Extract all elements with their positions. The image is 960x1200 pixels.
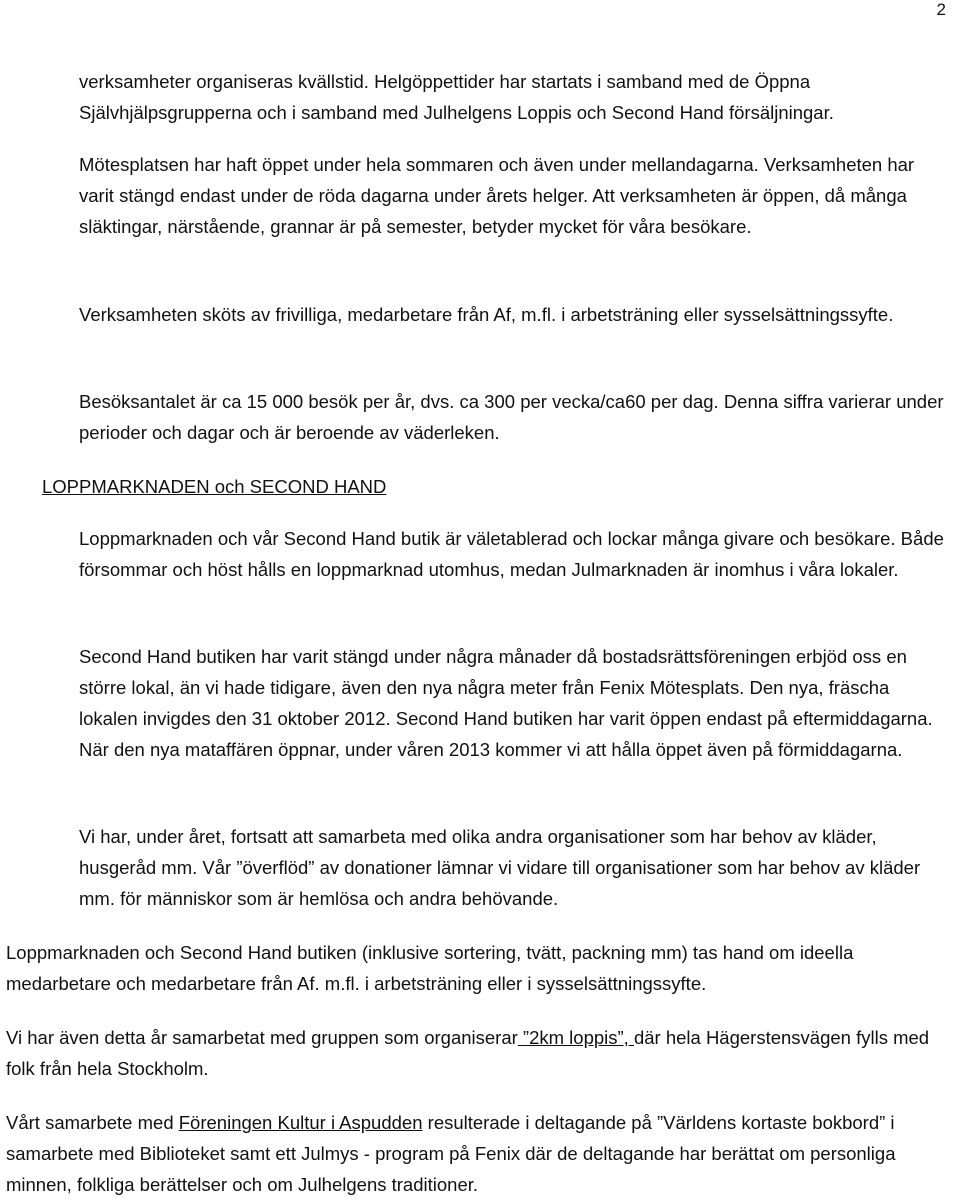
paragraph-cooperation: Vi har, under året, fortsatt att samarbeta med olika andra organisationer som har behov av kläder, husgeråd mm. Vår ”överflöd” av donationer lämnar vi vidare till organisationer som har behov av kläder mm. för människor som är hemlösa och andra behövande.	[79, 826, 921, 909]
paragraph-kultur-text-start: Vårt samarbete med	[6, 1112, 179, 1133]
paragraph-second-hand-shop: Second Hand butiken har varit stängd under några månader då bostadsrättsföreningen erbjöd oss en större lokal, än vi hade tidigare, även den nya några meter från Fenix Mötesplats. Den nya, fräscha lokalen invigdes den 31 oktober 2012. Second Hand butiken har varit öppen endast på eftermiddagarna. När den nya mataffären öppnar, under våren 2013 kommer vi att hålla öppet även på förmiddagarna.	[79, 646, 933, 760]
paragraph-summer-opening: Mötesplatsen har haft öppet under hela sommaren och även under mellandagarna. Verksamheten har varit stängd endast under de röda dagarna under årets helger. Att verksamheten är öppen, då många släktingar, närstående, grannar är på semester, betyder mycket för våra besökare.	[79, 154, 915, 237]
paragraph-evening-activities: verksamheter organiseras kvällstid. Helgöppettider har startats i samband med de Öppna Självhjälpsgrupperna och i samband med Julhelgens Loppis och Second Hand försäljningar.	[79, 71, 834, 123]
paragraph-visitor-count: Besöksantalet är ca 15 000 besök per år, dvs. ca 300 per vecka/ca60 per dag. Denna siffra varierar under perioder och dagar och är beroende av väderleken.	[79, 391, 944, 443]
link-2km-loppis[interactable]: ”2km loppis”,	[517, 1027, 634, 1048]
paragraph-2km-loppis	[6, 1022, 951, 1084]
paragraph-kultur-text-end: resulterade i deltagande på ”Världens kortaste bokbord” i samarbete med Biblioteket samt ett Julmys - program på Fenix där de deltagande har berättat om personliga minnen, folkliga berättelser och om Julhelgens traditioner.	[6, 1112, 896, 1195]
paragraph-kultur-aspudden	[6, 1107, 951, 1200]
page-number: 2	[936, 0, 946, 19]
section-heading-flea-market: LOPPMARKNADEN och SECOND HAND	[42, 476, 387, 497]
paragraph-flea-market: Loppmarknaden och vår Second Hand butik är väletablerad och lockar många givare och besökare. Både försommar och höst hålls en loppmarknad utomhus, medan Julmarknaden är inomhus i våra lokaler.	[79, 528, 944, 580]
paragraph-2km-loppis-text-end: där hela Hägerstensvägen fylls med folk från hela Stockholm.	[6, 1027, 930, 1079]
link-foreningen-kultur-i-aspudden[interactable]: Föreningen Kultur i Aspudden	[178, 1112, 423, 1133]
paragraph-staffing: Loppmarknaden och Second Hand butiken (inklusive sortering, tvätt, packning mm) tas hand om ideella medarbetare och medarbetare från Af. m.fl. i arbetsträning eller i sysselsättningssyfte.	[6, 942, 854, 994]
paragraph-2km-loppis-text-start: Vi har även detta år samarbetat med gruppen som organiserar	[6, 1027, 518, 1048]
paragraph-volunteers: Verksamheten sköts av frivilliga, medarbetare från Af, m.fl. i arbetsträning eller sysselsättningssyfte.	[79, 304, 894, 325]
